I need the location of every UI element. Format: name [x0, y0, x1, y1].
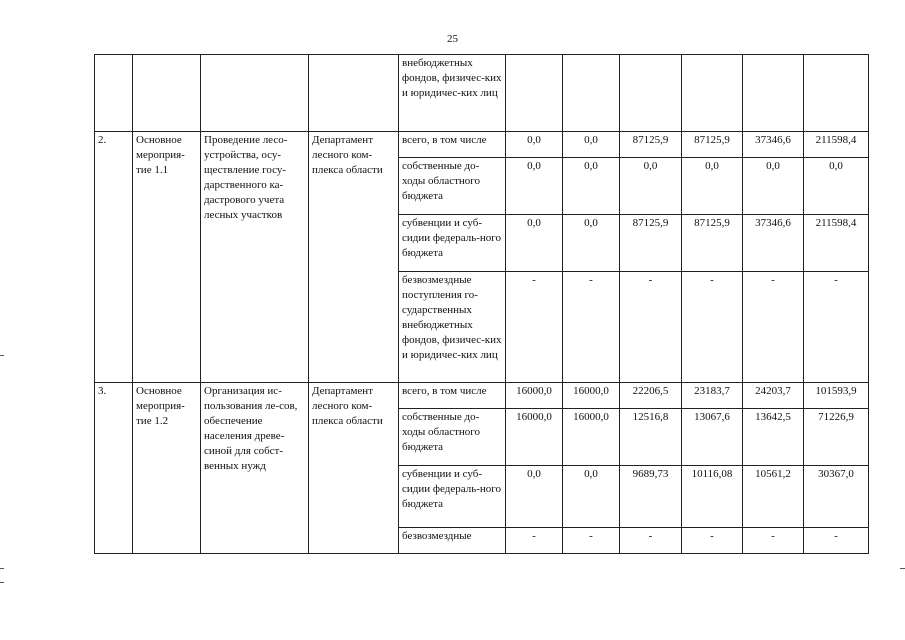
- value-cell: 0,0: [682, 158, 743, 215]
- value-cell: -: [743, 528, 804, 554]
- value-cell: 0,0: [563, 215, 620, 272]
- activity-number: 3.: [95, 383, 133, 554]
- source-cell: всего, в том числе: [399, 383, 506, 409]
- budget-table: [94, 54, 869, 554]
- value-cell: -: [804, 528, 869, 554]
- value-cell: -: [563, 272, 620, 383]
- value-cell: [743, 55, 804, 132]
- value-cell: 211598,4: [804, 215, 869, 272]
- value-cell: 16000,0: [506, 383, 563, 409]
- scan-edge-mark: [0, 568, 4, 569]
- table-row: [95, 132, 869, 158]
- value-cell: 0,0: [620, 158, 682, 215]
- value-cell: -: [682, 272, 743, 383]
- value-cell: [620, 55, 682, 132]
- value-cell: 22206,5: [620, 383, 682, 409]
- value-cell: [804, 55, 869, 132]
- value-cell: 0,0: [506, 158, 563, 215]
- value-cell: -: [682, 528, 743, 554]
- value-cell: 211598,4: [804, 132, 869, 158]
- source-cell: собственные до-ходы областного бюджета: [399, 409, 506, 466]
- value-cell: 23183,7: [682, 383, 743, 409]
- value-cell: [506, 55, 563, 132]
- value-cell: 0,0: [563, 132, 620, 158]
- executor-cell: [309, 55, 399, 132]
- value-cell: -: [620, 528, 682, 554]
- value-cell: 16000,0: [563, 409, 620, 466]
- scan-edge-mark: [0, 582, 4, 583]
- activity-executor: Департамент лесного ком-плекса области: [309, 383, 399, 554]
- value-cell: 16000,0: [563, 383, 620, 409]
- value-cell: -: [506, 528, 563, 554]
- table-row: [95, 55, 869, 132]
- source-cell: всего, в том числе: [399, 132, 506, 158]
- scan-edge-mark: [900, 568, 905, 569]
- activity-executor: Департамент лесного ком-плекса области: [309, 132, 399, 383]
- value-cell: 16000,0: [506, 409, 563, 466]
- value-cell: 37346,6: [743, 215, 804, 272]
- scan-edge-mark: [0, 355, 4, 356]
- value-cell: 30367,0: [804, 466, 869, 528]
- value-cell: 71226,9: [804, 409, 869, 466]
- source-cell: субвенции и суб-сидии федераль-ного бюджета: [399, 466, 506, 528]
- page-number: 25: [447, 33, 458, 45]
- value-cell: 12516,8: [620, 409, 682, 466]
- value-cell: 0,0: [506, 132, 563, 158]
- value-cell: 13642,5: [743, 409, 804, 466]
- number-cell: [95, 55, 133, 132]
- value-cell: 87125,9: [682, 215, 743, 272]
- value-cell: -: [743, 272, 804, 383]
- value-cell: 0,0: [804, 158, 869, 215]
- source-cell: субвенции и суб-сидии федераль-ного бюджета: [399, 215, 506, 272]
- value-cell: 24203,7: [743, 383, 804, 409]
- value-cell: 0,0: [506, 215, 563, 272]
- value-cell: 0,0: [563, 466, 620, 528]
- value-cell: 10116,08: [682, 466, 743, 528]
- value-cell: 0,0: [743, 158, 804, 215]
- value-cell: 13067,6: [682, 409, 743, 466]
- activity-name: Проведение лесо-устройства, осу-ществление госу-дарственного ка-дастрового учета лесных участков: [201, 132, 309, 383]
- value-cell: 0,0: [563, 158, 620, 215]
- activity-type: Основное мероприя-тие 1.1: [133, 132, 201, 383]
- value-cell: 87125,9: [620, 132, 682, 158]
- value-cell: 0,0: [506, 466, 563, 528]
- value-cell: [563, 55, 620, 132]
- value-cell: [682, 55, 743, 132]
- value-cell: 37346,6: [743, 132, 804, 158]
- value-cell: -: [563, 528, 620, 554]
- type-cell: [133, 55, 201, 132]
- activity-number: 2.: [95, 132, 133, 383]
- source-cell: безвозмездные поступления го-сударственных внебюджетных фондов, физичес-ких и юридичес-ких лиц: [399, 272, 506, 383]
- value-cell: -: [804, 272, 869, 383]
- table-row: [95, 383, 869, 409]
- activity-name: Организация ис-пользования ле-сов, обеспечение населения древе-синой для собст-венных нужд: [201, 383, 309, 554]
- name-cell: [201, 55, 309, 132]
- value-cell: 101593,9: [804, 383, 869, 409]
- value-cell: 87125,9: [620, 215, 682, 272]
- source-cell: собственные до-ходы областного бюджета: [399, 158, 506, 215]
- value-cell: -: [620, 272, 682, 383]
- value-cell: 87125,9: [682, 132, 743, 158]
- value-cell: -: [506, 272, 563, 383]
- value-cell: 9689,73: [620, 466, 682, 528]
- value-cell: 10561,2: [743, 466, 804, 528]
- activity-type: Основное мероприя-тие 1.2: [133, 383, 201, 554]
- source-cell: безвозмездные: [399, 528, 506, 554]
- source-cell: внебюджетных фондов, физичес-ких и юридичес-ких лиц: [399, 55, 506, 132]
